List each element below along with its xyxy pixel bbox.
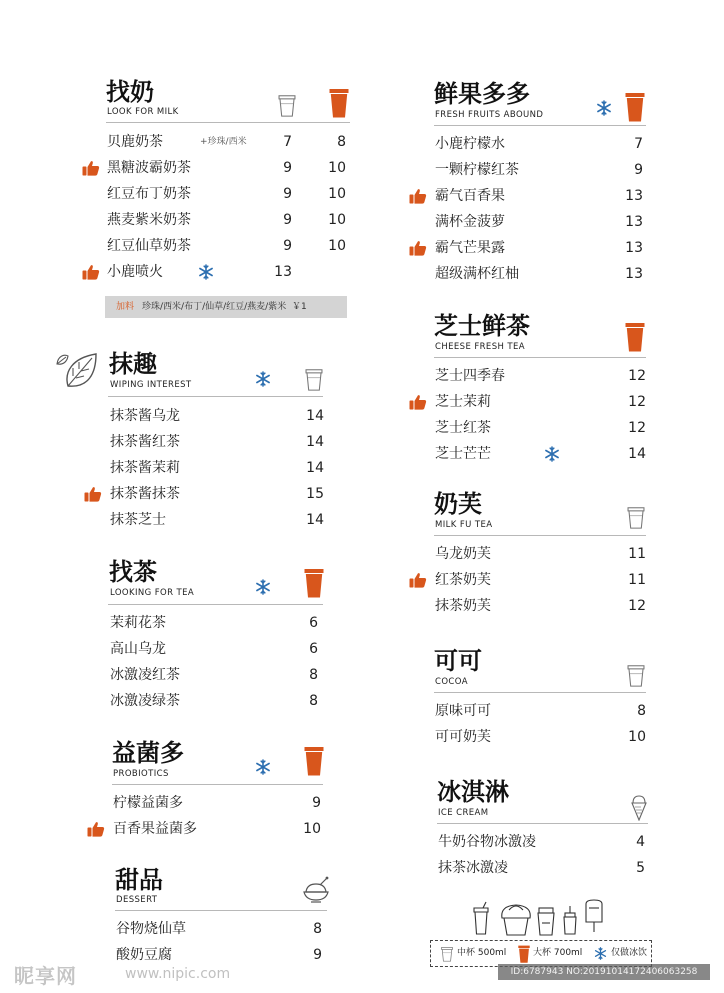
- item-name: 小鹿喷火: [107, 264, 163, 280]
- item-name: 抹茶奶芙: [435, 598, 491, 614]
- recommended-thumb-icon: [82, 160, 100, 176]
- item-price: 8: [309, 667, 318, 683]
- iced-snowflake-icon: [255, 371, 271, 387]
- item-price: 15: [306, 486, 324, 502]
- item-name: 抹茶酱茉莉: [110, 460, 180, 476]
- recommended-thumb-icon: [409, 394, 427, 410]
- item-price: 11: [628, 572, 646, 588]
- section-subtitle: WIPING INTEREST: [110, 380, 192, 390]
- item-name: 谷物烧仙草: [116, 921, 186, 937]
- item-price: 10: [303, 821, 321, 837]
- section-title: 冰淇淋: [437, 778, 509, 806]
- section-divider: [108, 604, 323, 605]
- item-price: 7: [634, 136, 643, 152]
- item-name: 抹茶酱抹茶: [110, 486, 180, 502]
- section-subtitle: COCOA: [435, 677, 468, 687]
- item-price: 8: [309, 693, 318, 709]
- iced-snowflake-icon: [544, 446, 560, 462]
- section-subtitle: LOOK FOR MILK: [107, 107, 179, 117]
- item-price-large: 10: [328, 160, 346, 176]
- section-title: 益菌多: [112, 739, 184, 767]
- item-name: 茉莉花茶: [110, 615, 166, 631]
- item-name: 芝士红茶: [435, 420, 491, 436]
- item-price-large: 8: [337, 134, 346, 150]
- item-name: 红豆布丁奶茶: [107, 186, 191, 202]
- drinks-illustration-icon: [472, 898, 610, 938]
- section-subtitle: PROBIOTICS: [113, 769, 169, 779]
- item-price: 13: [625, 240, 643, 256]
- section-title: 甜品: [115, 866, 163, 894]
- dessert-bowl-icon: [302, 876, 330, 904]
- item-name: 抹茶芝士: [110, 512, 166, 528]
- large-cup-icon: [625, 322, 645, 352]
- item-price: 5: [636, 860, 645, 876]
- item-price: 13: [625, 214, 643, 230]
- legend-iced: 仅做冰饮: [611, 948, 648, 958]
- item-name: 满杯金菠萝: [435, 214, 505, 230]
- section-title: 奶芙: [434, 490, 482, 518]
- item-price-medium: 9: [283, 186, 292, 202]
- section-divider: [434, 535, 646, 536]
- item-price: 14: [628, 446, 646, 462]
- section-title: 鲜果多多: [434, 80, 530, 108]
- item-name: 小鹿柠檬水: [435, 136, 505, 152]
- item-name: 黑糖波霸奶茶: [107, 160, 191, 176]
- item-price: 9: [312, 795, 321, 811]
- section-divider: [434, 357, 646, 358]
- item-price: 8: [637, 703, 646, 719]
- item-name: 抹茶酱红茶: [110, 434, 180, 450]
- item-price: 12: [628, 394, 646, 410]
- item-price: 14: [306, 408, 324, 424]
- item-price: 11: [628, 546, 646, 562]
- section-title: 可可: [434, 647, 482, 675]
- section-subtitle: MILK FU TEA: [435, 520, 493, 530]
- medium-cup-icon: [278, 94, 296, 117]
- section-subtitle: FRESH FRUITS ABOUND: [435, 110, 544, 120]
- section-title: 芝士鲜茶: [434, 312, 530, 340]
- item-price: 9: [313, 947, 322, 963]
- item-name: 芝士茉莉: [435, 394, 491, 410]
- ice-cream-cone-icon: [630, 793, 648, 821]
- iced-snowflake-icon: [255, 579, 271, 595]
- section-subtitle: DESSERT: [116, 895, 158, 905]
- item-price: 14: [306, 434, 324, 450]
- item-note: +珍珠/西米: [200, 137, 247, 147]
- section-divider: [115, 910, 327, 911]
- item-price: 13: [625, 266, 643, 282]
- addon-price: ￥1: [291, 302, 307, 312]
- watermark-logo: 昵享网: [14, 964, 77, 988]
- item-price: 6: [309, 615, 318, 631]
- item-name: 红豆仙草奶茶: [107, 238, 191, 254]
- item-name: 超级满杯红柚: [435, 266, 519, 282]
- iced-snowflake-icon: [255, 759, 271, 775]
- item-name: 冰激凌绿茶: [110, 693, 180, 709]
- item-name: 高山乌龙: [110, 641, 166, 657]
- recommended-thumb-icon: [409, 188, 427, 204]
- item-name: 冰激凌红茶: [110, 667, 180, 683]
- section-title: 找茶: [109, 558, 157, 586]
- large-cup-icon: [304, 568, 324, 598]
- item-price-large: 10: [328, 186, 346, 202]
- section-divider: [434, 692, 646, 693]
- item-price: 13: [625, 188, 643, 204]
- item-name: 芝士四季春: [435, 368, 505, 384]
- medium-cup-icon: [627, 664, 645, 687]
- item-price: 12: [628, 598, 646, 614]
- watermark-id: ID:6787943 NO:20191014172406063258: [498, 964, 710, 980]
- legend-large: 大杯 700ml: [533, 948, 583, 958]
- section-subtitle: ICE CREAM: [438, 808, 489, 818]
- large-cup-icon: [625, 92, 645, 122]
- section-divider: [437, 823, 648, 824]
- section-title: 找奶: [106, 78, 154, 106]
- item-price: 8: [313, 921, 322, 937]
- item-price-medium: 13: [274, 264, 292, 280]
- item-price: 4: [636, 834, 645, 850]
- item-name: 一颗柠檬红茶: [435, 162, 519, 178]
- item-name: 酸奶豆腐: [116, 947, 172, 963]
- recommended-thumb-icon: [82, 264, 100, 280]
- large-cup-icon: [304, 746, 324, 776]
- item-name: 百香果益菌多: [113, 821, 197, 837]
- item-price-large: 10: [328, 212, 346, 228]
- section-subtitle: LOOKING FOR TEA: [110, 588, 195, 598]
- item-price-medium: 9: [283, 212, 292, 228]
- recommended-thumb-icon: [409, 572, 427, 588]
- item-name: 霸气芒果露: [435, 240, 505, 256]
- item-name: 乌龙奶芙: [435, 546, 491, 562]
- item-name: 霸气百香果: [435, 188, 505, 204]
- addon-bar: [105, 296, 347, 318]
- item-price: 12: [628, 420, 646, 436]
- item-price: 14: [306, 512, 324, 528]
- item-price-medium: 9: [283, 160, 292, 176]
- item-name: 红茶奶芙: [435, 572, 491, 588]
- legend-medium: 中杯 500ml: [457, 948, 507, 958]
- item-name: 原味可可: [435, 703, 491, 719]
- section-title: 抹趣: [109, 350, 157, 378]
- leaf-icon: [54, 350, 100, 392]
- item-price: 12: [628, 368, 646, 384]
- recommended-thumb-icon: [87, 821, 105, 837]
- section-divider: [112, 784, 323, 785]
- item-price-large: 10: [328, 238, 346, 254]
- recommended-thumb-icon: [409, 240, 427, 256]
- iced-snowflake-icon: [596, 100, 612, 116]
- item-name: 柠檬益菌多: [113, 795, 183, 811]
- medium-cup-icon: [305, 368, 323, 391]
- item-name: 牛奶谷物冰激凌: [438, 834, 536, 850]
- recommended-thumb-icon: [84, 486, 102, 502]
- item-price: 6: [309, 641, 318, 657]
- item-name: 芝士芒芒: [435, 446, 491, 462]
- item-price-medium: 7: [283, 134, 292, 150]
- item-name: 抹茶酱乌龙: [110, 408, 180, 424]
- item-name: 燕麦紫米奶茶: [107, 212, 191, 228]
- section-divider: [106, 122, 350, 123]
- watermark: [0, 958, 724, 993]
- item-name: 贝鹿奶茶: [107, 134, 163, 150]
- section-subtitle: CHEESE FRESH TEA: [435, 342, 525, 352]
- iced-snowflake-icon: [198, 264, 214, 280]
- item-price-medium: 9: [283, 238, 292, 254]
- medium-cup-icon: [627, 506, 645, 529]
- item-price: 9: [634, 162, 643, 178]
- addon-items: 珍珠/西米/布丁/仙草/红豆/燕麦/紫米: [142, 302, 287, 312]
- item-price: 10: [628, 729, 646, 745]
- item-price: 14: [306, 460, 324, 476]
- item-name: 可可奶芙: [435, 729, 491, 745]
- addon-label: 加料: [116, 302, 135, 312]
- watermark-url: www.nipic.com: [125, 966, 231, 982]
- item-name: 抹茶冰激凌: [438, 860, 508, 876]
- large-cup-icon: [329, 88, 349, 118]
- section-divider: [108, 396, 323, 397]
- section-divider: [434, 125, 646, 126]
